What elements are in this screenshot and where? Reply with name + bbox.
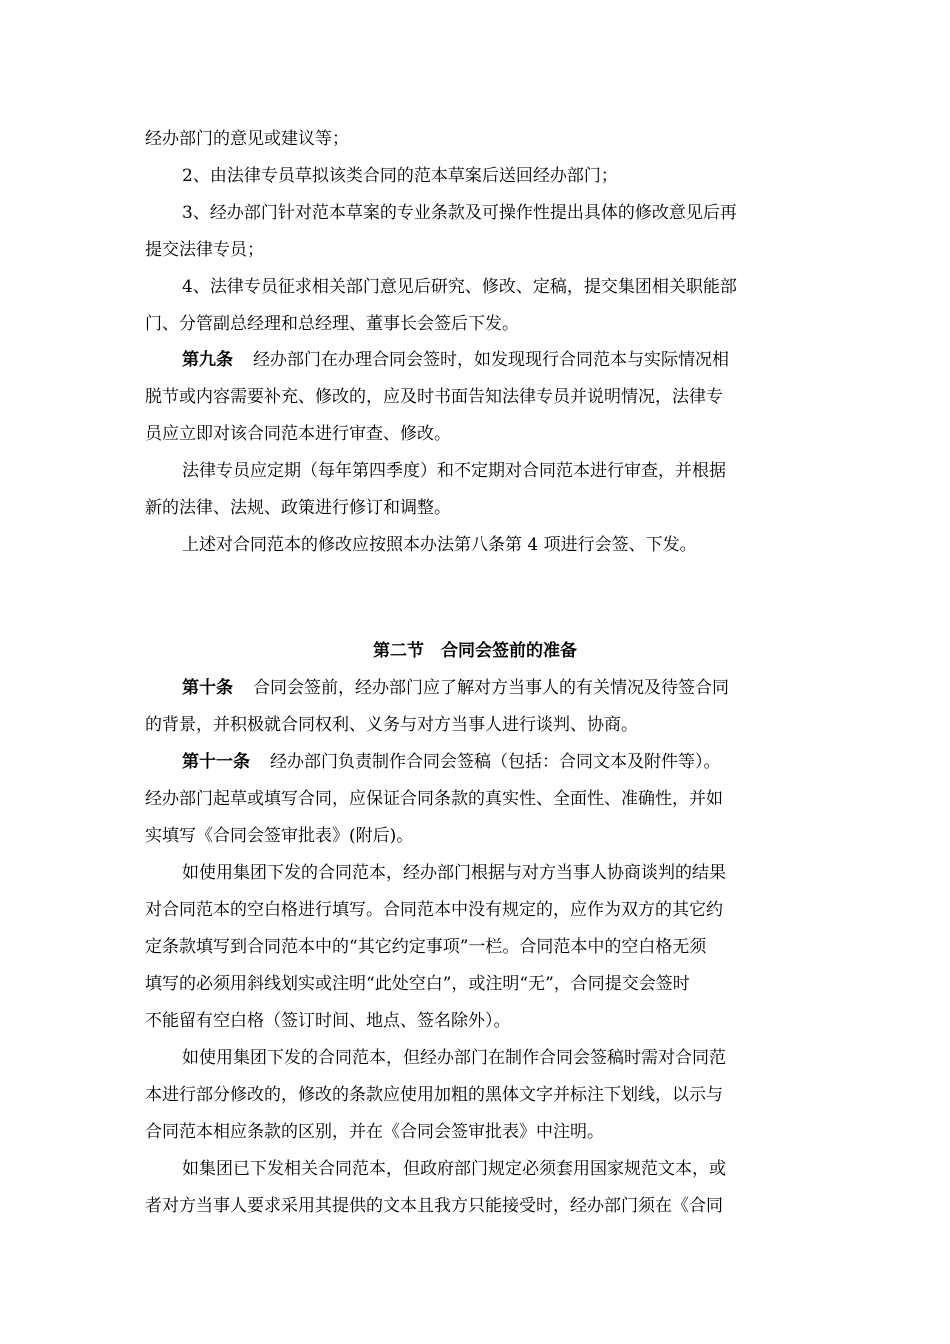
article-line	[182, 677, 805, 699]
text-line: 对合同范本的空白格进行填写。合同范本中没有规定的，应作为双方的其它约	[145, 900, 723, 920]
text-line: 门、分管副总经理和总经理、董事长会签后下发。	[145, 314, 519, 334]
article-label: 第十一条	[182, 752, 250, 772]
text-line: 员应立即对该合同范本进行审查、修改。	[145, 424, 451, 444]
text-line: 填写的必须用斜线划实或注明“此处空白”，或注明“无”，合同提交会签时	[145, 974, 690, 994]
article-line	[182, 751, 805, 773]
text-line: 如使用集团下发的合同范本，但经办部门在制作合同会签稿时需对合同范	[182, 1048, 726, 1068]
article-line	[182, 349, 805, 371]
text-line: 本进行部分修改的，修改的条款应使用加粗的黑体文字并标注下划线，以示与	[145, 1085, 723, 1105]
text-line: 3、经办部门针对范本草案的专业条款及可操作性提出具体的修改意见后再	[182, 203, 737, 223]
text-line: 不能留有空白格（签订时间、地点、签名除外）。	[145, 1011, 511, 1031]
text-line: 者对方当事人要求采用其提供的文本且我方只能接受时，经办部门须在《合同	[145, 1196, 723, 1216]
text-line: 2、由法律专员草拟该类合同的范本草案后送回经办部门；	[182, 166, 618, 186]
section-heading: 第二节 合同会签前的准备	[373, 641, 577, 661]
text-line: 法律专员应定期（每年第四季度）和不定期对合同范本进行审查，并根据	[182, 461, 726, 481]
text-line: 合同范本相应条款的区别，并在《合同会签审批表》中注明。	[145, 1122, 604, 1142]
text-line: 经办部门起草或填写合同，应保证合同条款的真实性、全面性、准确性，并如	[145, 789, 723, 809]
article-text: 经办部门负责制作合同会签稿（包括：合同文本及附件等）。	[270, 752, 721, 772]
text-line: 新的法律、法规、政策进行修订和调整。	[145, 498, 451, 518]
text-line: 实填写《合同会签审批表》(附后)。	[145, 826, 414, 846]
text-line: 如使用集团下发的合同范本，经办部门根据与对方当事人协商谈判的结果	[182, 863, 726, 883]
text-line: 的背景，并积极就合同权利、义务与对方当事人进行谈判、协商。	[145, 715, 638, 735]
text-line: 4、法律专员征求相关部门意见后研究、修改、定稿，提交集团相关职能部	[182, 277, 737, 297]
text-line: 上述对合同范本的修改应按照本办法第八条第 4 项进行会签、下发。	[182, 535, 697, 555]
article-label: 第九条	[182, 350, 233, 370]
text-line: 提交法律专员；	[145, 240, 264, 260]
text-line: 定条款填写到合同范本中的“其它约定事项”一栏。合同范本中的空白格无须	[145, 937, 707, 957]
article-text: 经办部门在办理合同会签时，如发现现行合同范本与实际情况相	[253, 350, 729, 370]
article-label: 第十条	[182, 678, 233, 698]
text-line: 脱节或内容需要补充、修改的，应及时书面告知法律专员并说明情况，法律专	[145, 387, 723, 407]
text-line: 经办部门的意见或建议等；	[145, 129, 349, 149]
text-line: 如集团已下发相关合同范本，但政府部门规定必须套用国家规范文本，或	[182, 1159, 726, 1179]
article-text: 合同会签前，经办部门应了解对方当事人的有关情况及待签合同	[253, 678, 729, 698]
